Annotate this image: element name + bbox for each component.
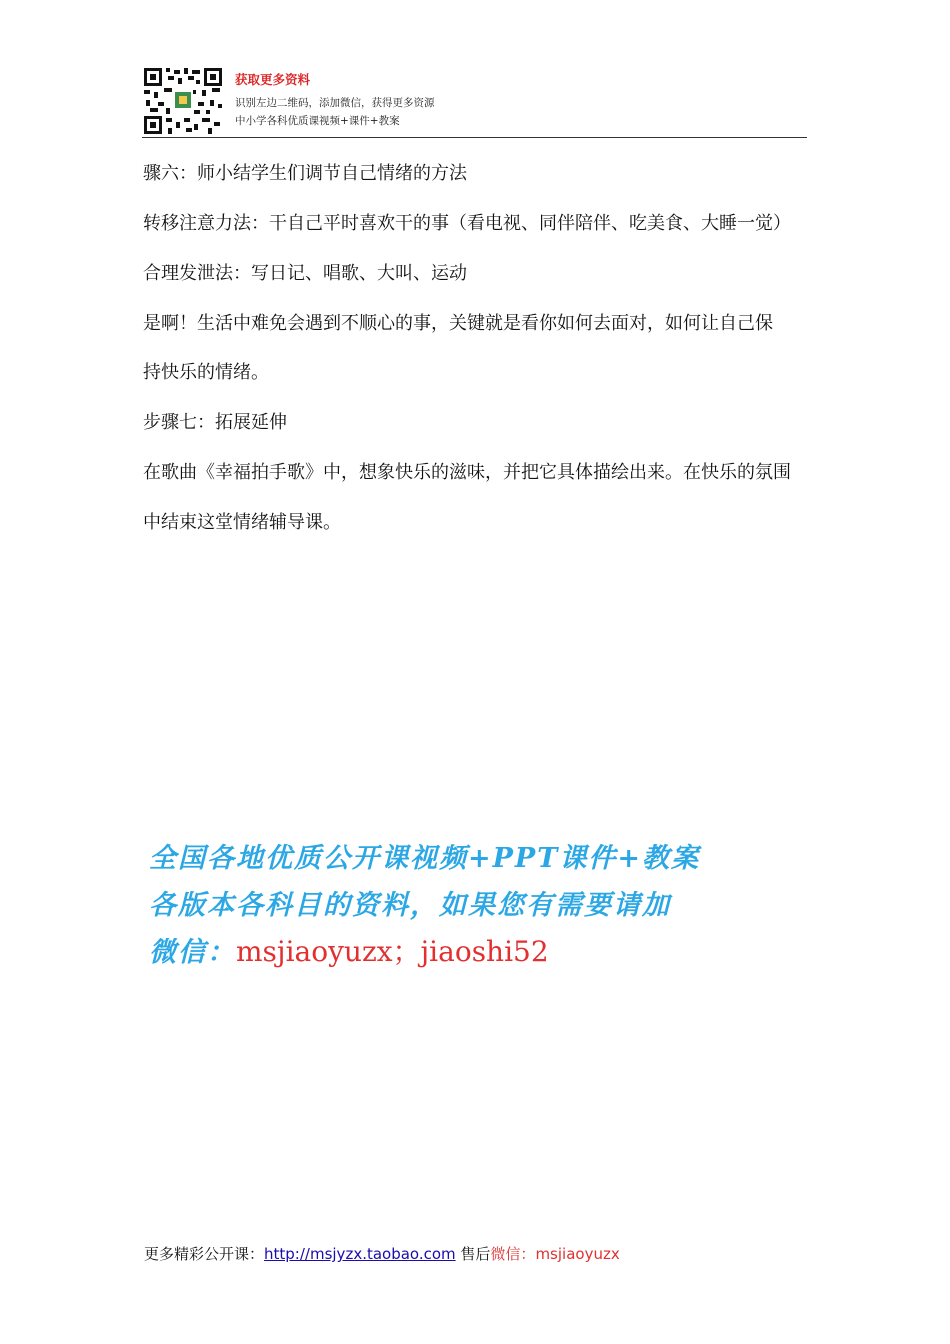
body-paragraph: 中结束这堂情绪辅导课。 bbox=[143, 512, 341, 533]
promo-line-1: 全国各地优质公开课视频+PPT课件+教案 bbox=[149, 843, 700, 874]
header-divider bbox=[142, 137, 807, 138]
footer-prefix: 更多精彩公开课： bbox=[144, 1245, 265, 1263]
body-paragraph: 合理发泄法：写日记、唱歌、大叫、运动 bbox=[143, 263, 467, 284]
footer-shop-link[interactable]: http://msjyzx.taobao.com bbox=[264, 1245, 456, 1263]
header-line-1: 识别左边二维码，添加微信，获得更多资源 bbox=[235, 97, 435, 109]
header-line-2: 中小学各科优质课视频+课件+教案 bbox=[235, 115, 400, 127]
footer-wechat-id: msjiaoyuzx bbox=[535, 1245, 620, 1263]
body-paragraph: 是啊！生活中难免会遇到不顺心的事，关键就是看你如何去面对，如何让自己保 bbox=[143, 313, 773, 334]
qr-code-icon bbox=[142, 66, 224, 136]
header-title: 获取更多资料 bbox=[235, 72, 311, 87]
footer-after-sales: 售后 bbox=[455, 1245, 491, 1263]
body-paragraph: 骤六：师小结学生们调节自己情绪的方法 bbox=[143, 163, 467, 184]
body-paragraph: 在歌曲《幸福拍手歌》中，想象快乐的滋味，并把它具体描绘出来。在快乐的氛围 bbox=[143, 462, 791, 483]
footer-wechat-label: 微信： bbox=[490, 1245, 536, 1263]
promo-wechat-label: 微信： bbox=[149, 937, 236, 968]
body-paragraph: 转移注意力法：干自己平时喜欢干的事（看电视、同伴陪伴、吃美食、大睡一觉） bbox=[143, 213, 791, 234]
footer bbox=[144, 1243, 620, 1264]
body-paragraph: 步骤七：拓展延伸 bbox=[143, 412, 287, 433]
body-paragraph: 持快乐的情绪。 bbox=[143, 362, 269, 383]
promo-line-3 bbox=[149, 930, 549, 970]
promo-wechat-ids: msjiaoyuzx；jiaoshi52 bbox=[236, 935, 549, 968]
promo-line-2: 各版本各科目的资料，如果您有需要请加 bbox=[149, 890, 671, 921]
